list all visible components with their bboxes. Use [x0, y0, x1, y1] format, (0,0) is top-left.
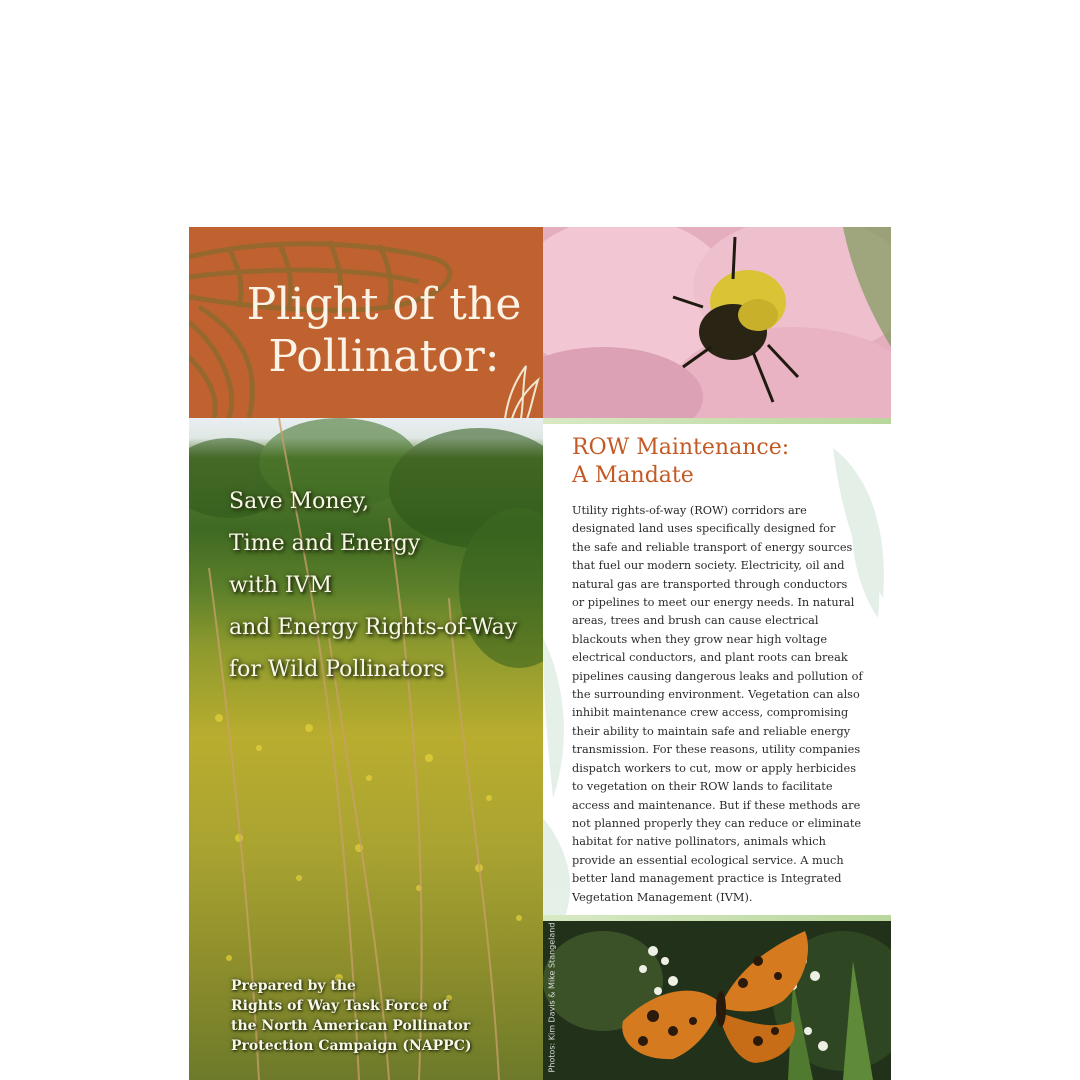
prepared-line-4: Protection Campaign (NAPPC) [231, 1038, 472, 1054]
body-line: not planned properly they can reduce or eliminate [572, 816, 862, 830]
body-line: blackouts when they grow near high voltage [572, 632, 828, 646]
bee-icon [543, 227, 891, 418]
subtitle-line-2: Time and Energy [229, 531, 421, 556]
article-panel [543, 418, 891, 921]
body-line: to vegetation on their ROW lands to facilitate [572, 780, 833, 794]
brochure-page [189, 227, 891, 1080]
bee-flower-photo [543, 227, 891, 418]
subtitle-line-4: and Energy Rights-of-Way [229, 615, 518, 640]
heading-line-1: ROW Maintenance: [572, 435, 790, 460]
title-line-1: Plight of the [246, 279, 522, 330]
subtitle-block [229, 481, 539, 691]
prepared-line-2: Rights of Way Task Force of [231, 998, 449, 1014]
body-line: transmission. For these reasons, utility companies [572, 743, 861, 757]
meadow-photo [189, 418, 543, 1080]
body-line: dispatch workers to cut, mow or apply herbicides [572, 761, 856, 775]
body-line: provide an essential ecological service. A much [572, 853, 844, 867]
prepared-line-1: Prepared by the [231, 978, 356, 994]
article-body [572, 502, 862, 907]
body-line: Utility rights-of-way (ROW) corridors are [572, 504, 807, 517]
body-line: areas, trees and brush can cause electrical [572, 614, 819, 628]
subtitle-line-1: Save Money, [229, 489, 370, 514]
heading-line-2: A Mandate [572, 463, 694, 488]
subtitle-line-3: with IVM [229, 573, 332, 598]
body-line: natural gas are transported through conductors [572, 577, 848, 591]
body-line: the surrounding environment. Vegetation can also [572, 688, 860, 702]
body-line: pipelines causing dangerous leaks and pollution of [572, 669, 863, 683]
photo-credit [545, 922, 559, 1077]
body-line: better land management practice is Integrated [572, 872, 842, 886]
article-heading [572, 434, 789, 490]
butterfly-icon [543, 921, 891, 1080]
photo-credit-text: Photos: Kim Davis & Mike Stangeland [547, 922, 557, 1073]
body-line: the safe and reliable transport of energy sources [572, 540, 853, 554]
body-line: Vegetation Management (IVM). [572, 890, 753, 904]
body-line: designated land uses specifically designed for [572, 522, 836, 536]
body-line: inhibit maintenance crew access, compromising [572, 706, 849, 720]
prepared-line-3: the North American Pollinator [231, 1018, 471, 1034]
body-line: habitat for native pollinators, animals which [572, 835, 826, 849]
body-line: electrical conductors, and plant roots can break [572, 651, 848, 665]
body-line: their ability to maintain safe and reliable energy [572, 724, 851, 738]
cover-title [229, 279, 539, 383]
butterfly-photo [543, 921, 891, 1080]
prepared-by-block [231, 976, 531, 1056]
body-line: or pipelines to meet our energy needs. In natural [572, 596, 855, 610]
body-line: that fuel our modern society. Electricity, oil and [572, 559, 845, 573]
title-block [189, 227, 543, 418]
subtitle-line-5: for Wild Pollinators [229, 657, 445, 682]
title-line-2: Pollinator: [268, 331, 500, 382]
body-line: access and maintenance. But if these methods are [572, 798, 861, 812]
